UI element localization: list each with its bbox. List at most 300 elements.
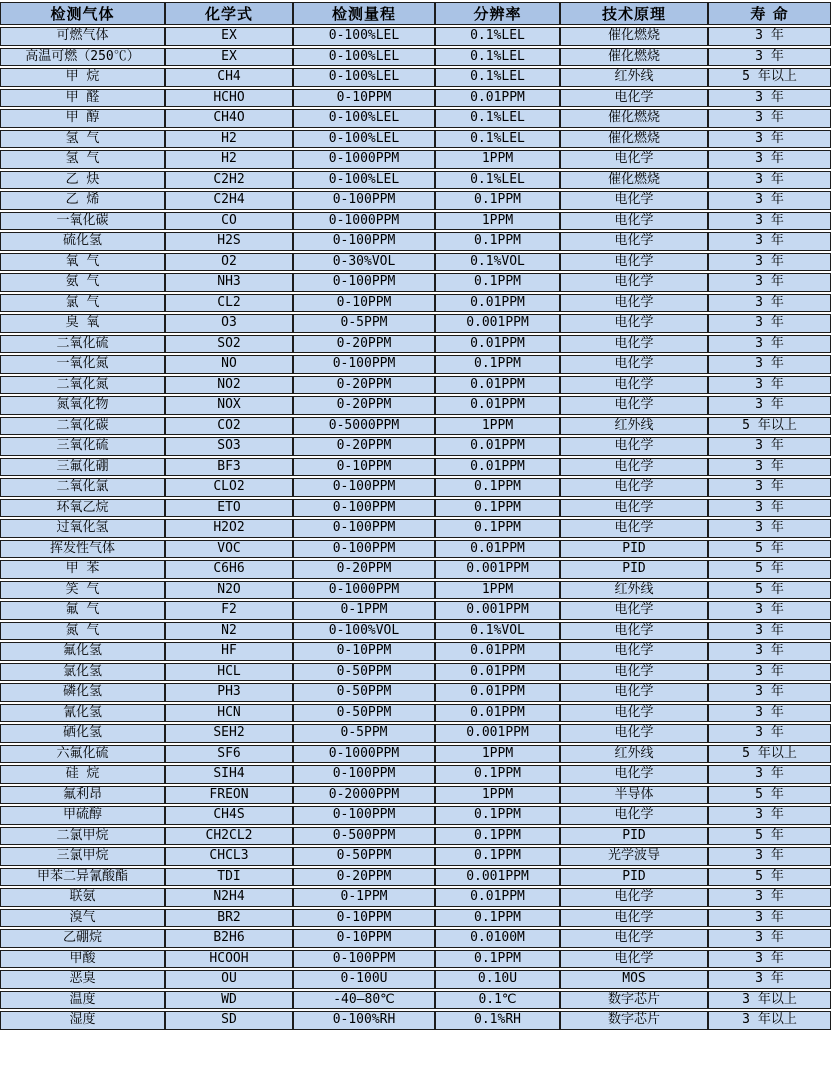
cell-principle: 电化学 (560, 355, 708, 374)
cell-gas: 氰化氢 (0, 704, 165, 723)
cell-formula: NO2 (165, 376, 293, 395)
cell-formula: CH4O (165, 109, 293, 128)
cell-principle: 电化学 (560, 396, 708, 415)
cell-lifespan: 3 年 (708, 970, 831, 989)
cell-gas: 氨 气 (0, 273, 165, 292)
cell-principle: 电化学 (560, 704, 708, 723)
cell-range: 0-100%LEL (293, 171, 435, 190)
cell-gas: 笑 气 (0, 581, 165, 600)
cell-gas: 三氧化硫 (0, 437, 165, 456)
cell-gas: 过氧化氢 (0, 519, 165, 538)
cell-gas: 二氯甲烷 (0, 827, 165, 846)
cell-lifespan: 3 年 (708, 191, 831, 210)
cell-principle: 催化燃烧 (560, 27, 708, 46)
cell-resolution: 0.1PPM (435, 950, 560, 969)
table-row (0, 991, 831, 1010)
cell-lifespan: 5 年以上 (708, 417, 831, 436)
cell-principle: PID (560, 560, 708, 579)
cell-principle: MOS (560, 970, 708, 989)
cell-range: 0-100%LEL (293, 48, 435, 67)
table-row (0, 89, 831, 108)
cell-formula: OU (165, 970, 293, 989)
cell-lifespan: 3 年 (708, 314, 831, 333)
cell-range: 0-20PPM (293, 396, 435, 415)
cell-resolution: 0.1%VOL (435, 253, 560, 272)
cell-principle: 电化学 (560, 499, 708, 518)
table-row (0, 663, 831, 682)
cell-gas: 甲 苯 (0, 560, 165, 579)
cell-resolution: 0.001PPM (435, 601, 560, 620)
cell-principle: 数字芯片 (560, 1011, 708, 1030)
cell-lifespan: 3 年 (708, 704, 831, 723)
cell-range: 0-1000PPM (293, 581, 435, 600)
cell-resolution: 1PPM (435, 786, 560, 805)
table-row (0, 888, 831, 907)
cell-range: 0-100PPM (293, 499, 435, 518)
cell-lifespan: 3 年 (708, 171, 831, 190)
cell-principle: 电化学 (560, 212, 708, 231)
table-row (0, 806, 831, 825)
cell-resolution: 0.0100M (435, 929, 560, 948)
cell-resolution: 0.001PPM (435, 314, 560, 333)
cell-resolution: 0.1PPM (435, 806, 560, 825)
cell-gas: 可燃气体 (0, 27, 165, 46)
cell-range: 0-1PPM (293, 601, 435, 620)
cell-resolution: 0.1PPM (435, 765, 560, 784)
cell-formula: F2 (165, 601, 293, 620)
cell-resolution: 0.01PPM (435, 89, 560, 108)
cell-principle: 电化学 (560, 642, 708, 661)
cell-principle: 电化学 (560, 150, 708, 169)
table-row (0, 109, 831, 128)
cell-gas: 氢 气 (0, 150, 165, 169)
cell-resolution: 1PPM (435, 417, 560, 436)
cell-gas: 甲酸 (0, 950, 165, 969)
cell-range: 0-10PPM (293, 642, 435, 661)
cell-principle: 电化学 (560, 376, 708, 395)
cell-gas: 乙硼烷 (0, 929, 165, 948)
cell-range: 0-100%LEL (293, 68, 435, 87)
cell-formula: SF6 (165, 745, 293, 764)
cell-principle: 电化学 (560, 519, 708, 538)
cell-lifespan: 3 年 (708, 806, 831, 825)
cell-range: 0-1PPM (293, 888, 435, 907)
cell-lifespan: 3 年以上 (708, 991, 831, 1010)
table-row (0, 683, 831, 702)
cell-formula: EX (165, 27, 293, 46)
cell-resolution: 0.1PPM (435, 499, 560, 518)
cell-formula: TDI (165, 868, 293, 887)
cell-formula: CO2 (165, 417, 293, 436)
cell-lifespan: 3 年 (708, 396, 831, 415)
cell-principle: 催化燃烧 (560, 130, 708, 149)
cell-lifespan: 5 年以上 (708, 745, 831, 764)
cell-formula: HCOOH (165, 950, 293, 969)
cell-principle: PID (560, 868, 708, 887)
cell-principle: 电化学 (560, 458, 708, 477)
cell-gas: 恶臭 (0, 970, 165, 989)
table-row (0, 622, 831, 641)
cell-principle: 数字芯片 (560, 991, 708, 1010)
cell-range: 0-20PPM (293, 868, 435, 887)
cell-range: 0-100PPM (293, 806, 435, 825)
cell-lifespan: 3 年 (708, 601, 831, 620)
cell-resolution: 0.01PPM (435, 376, 560, 395)
table-row (0, 601, 831, 620)
cell-lifespan: 5 年 (708, 581, 831, 600)
cell-range: 0-50PPM (293, 683, 435, 702)
cell-principle: 电化学 (560, 89, 708, 108)
table-row (0, 642, 831, 661)
cell-gas: 氟利昂 (0, 786, 165, 805)
cell-principle: PID (560, 540, 708, 559)
cell-resolution: 0.1%RH (435, 1011, 560, 1030)
cell-range: 0-20PPM (293, 560, 435, 579)
cell-principle: 电化学 (560, 437, 708, 456)
cell-range: 0-1000PPM (293, 745, 435, 764)
column-header-resolution: 分辨率 (435, 2, 560, 25)
cell-lifespan: 5 年 (708, 540, 831, 559)
cell-gas: 一氧化氮 (0, 355, 165, 374)
cell-resolution: 1PPM (435, 745, 560, 764)
cell-lifespan: 5 年 (708, 868, 831, 887)
cell-formula: B2H6 (165, 929, 293, 948)
cell-range: -40—80℃ (293, 991, 435, 1010)
cell-gas: 氯化氢 (0, 663, 165, 682)
cell-formula: N2O (165, 581, 293, 600)
cell-range: 0-5000PPM (293, 417, 435, 436)
cell-resolution: 0.1%LEL (435, 130, 560, 149)
cell-resolution: 0.1%LEL (435, 27, 560, 46)
cell-resolution: 0.01PPM (435, 704, 560, 723)
cell-formula: SIH4 (165, 765, 293, 784)
cell-formula: FREON (165, 786, 293, 805)
cell-range: 0-10PPM (293, 294, 435, 313)
cell-principle: 催化燃烧 (560, 48, 708, 67)
cell-lifespan: 3 年 (708, 458, 831, 477)
cell-formula: CO (165, 212, 293, 231)
cell-lifespan: 3 年 (708, 478, 831, 497)
table-row (0, 48, 831, 67)
cell-principle: 电化学 (560, 909, 708, 928)
cell-formula: CL2 (165, 294, 293, 313)
cell-resolution: 0.1%LEL (435, 68, 560, 87)
table-row (0, 130, 831, 149)
cell-resolution: 0.1%LEL (435, 109, 560, 128)
table-row (0, 294, 831, 313)
cell-resolution: 0.1PPM (435, 827, 560, 846)
cell-principle: 电化学 (560, 191, 708, 210)
cell-gas: 环氧乙烷 (0, 499, 165, 518)
cell-formula: H2S (165, 232, 293, 251)
table-row (0, 396, 831, 415)
cell-range: 0-10PPM (293, 458, 435, 477)
cell-principle: 电化学 (560, 294, 708, 313)
cell-resolution: 0.001PPM (435, 868, 560, 887)
cell-principle: 电化学 (560, 253, 708, 272)
cell-range: 0-10PPM (293, 89, 435, 108)
cell-range: 0-20PPM (293, 376, 435, 395)
cell-gas: 硫化氢 (0, 232, 165, 251)
cell-principle: 电化学 (560, 273, 708, 292)
column-header-principle: 技术原理 (560, 2, 708, 25)
cell-formula: SO2 (165, 335, 293, 354)
cell-formula: O2 (165, 253, 293, 272)
cell-lifespan: 3 年 (708, 929, 831, 948)
cell-formula: BR2 (165, 909, 293, 928)
cell-formula: SD (165, 1011, 293, 1030)
table-row (0, 724, 831, 743)
table-body (0, 27, 831, 1030)
cell-gas: 乙 烯 (0, 191, 165, 210)
cell-formula: H2 (165, 150, 293, 169)
cell-resolution: 0.01PPM (435, 540, 560, 559)
cell-lifespan: 3 年 (708, 847, 831, 866)
cell-resolution: 0.01PPM (435, 663, 560, 682)
cell-range: 0-100%LEL (293, 27, 435, 46)
cell-formula: BF3 (165, 458, 293, 477)
table-row (0, 212, 831, 231)
cell-formula: H2 (165, 130, 293, 149)
table-row (0, 335, 831, 354)
cell-range: 0-100PPM (293, 273, 435, 292)
cell-lifespan: 5 年 (708, 560, 831, 579)
cell-range: 0-1000PPM (293, 150, 435, 169)
cell-principle: 电化学 (560, 683, 708, 702)
cell-gas: 三氯甲烷 (0, 847, 165, 866)
cell-range: 0-500PPM (293, 827, 435, 846)
cell-range: 0-100PPM (293, 478, 435, 497)
cell-range: 0-100PPM (293, 232, 435, 251)
cell-resolution: 0.1℃ (435, 991, 560, 1010)
cell-gas: 二氧化硫 (0, 335, 165, 354)
cell-range: 0-100PPM (293, 950, 435, 969)
cell-range: 0-20PPM (293, 437, 435, 456)
cell-principle: 红外线 (560, 581, 708, 600)
cell-range: 0-50PPM (293, 847, 435, 866)
cell-resolution: 0.01PPM (435, 683, 560, 702)
cell-resolution: 0.1PPM (435, 909, 560, 928)
cell-principle: 电化学 (560, 622, 708, 641)
cell-gas: 甲 烷 (0, 68, 165, 87)
cell-lifespan: 3 年 (708, 663, 831, 682)
cell-resolution: 0.01PPM (435, 396, 560, 415)
cell-gas: 挥发性气体 (0, 540, 165, 559)
table-row (0, 232, 831, 251)
cell-formula: C2H4 (165, 191, 293, 210)
cell-range: 0-100%LEL (293, 130, 435, 149)
table-row (0, 171, 831, 190)
cell-principle: 催化燃烧 (560, 109, 708, 128)
table-row (0, 499, 831, 518)
cell-resolution: 0.01PPM (435, 294, 560, 313)
table-row (0, 458, 831, 477)
table-row (0, 191, 831, 210)
cell-lifespan: 3 年 (708, 48, 831, 67)
cell-gas: 硒化氢 (0, 724, 165, 743)
cell-range: 0-100PPM (293, 540, 435, 559)
cell-principle: 电化学 (560, 314, 708, 333)
table-row (0, 786, 831, 805)
table-row (0, 478, 831, 497)
cell-range: 0-100PPM (293, 765, 435, 784)
cell-formula: NO (165, 355, 293, 374)
table-row (0, 950, 831, 969)
cell-resolution: 0.1PPM (435, 478, 560, 497)
cell-lifespan: 3 年 (708, 950, 831, 969)
cell-formula: HCL (165, 663, 293, 682)
cell-range: 0-100PPM (293, 191, 435, 210)
cell-principle: 光学波导 (560, 847, 708, 866)
cell-gas: 臭 氧 (0, 314, 165, 333)
table-row (0, 273, 831, 292)
cell-lifespan: 3 年 (708, 437, 831, 456)
cell-range: 0-10PPM (293, 909, 435, 928)
cell-formula: CHCL3 (165, 847, 293, 866)
cell-lifespan: 3 年 (708, 89, 831, 108)
table-row (0, 970, 831, 989)
cell-principle: 催化燃烧 (560, 171, 708, 190)
cell-formula: HCN (165, 704, 293, 723)
cell-formula: SO3 (165, 437, 293, 456)
column-header-formula: 化学式 (165, 2, 293, 25)
cell-lifespan: 3 年以上 (708, 1011, 831, 1030)
cell-lifespan: 3 年 (708, 294, 831, 313)
cell-principle: 半导体 (560, 786, 708, 805)
cell-principle: 红外线 (560, 745, 708, 764)
cell-lifespan: 3 年 (708, 519, 831, 538)
cell-gas: 甲 醛 (0, 89, 165, 108)
cell-formula: NH3 (165, 273, 293, 292)
cell-resolution: 0.1PPM (435, 191, 560, 210)
column-header-gas: 检测气体 (0, 2, 165, 25)
cell-lifespan: 3 年 (708, 642, 831, 661)
table-row (0, 376, 831, 395)
cell-resolution: 0.01PPM (435, 642, 560, 661)
cell-lifespan: 3 年 (708, 212, 831, 231)
cell-resolution: 0.001PPM (435, 724, 560, 743)
cell-lifespan: 3 年 (708, 253, 831, 272)
cell-formula: C6H6 (165, 560, 293, 579)
cell-lifespan: 3 年 (708, 622, 831, 641)
cell-lifespan: 3 年 (708, 273, 831, 292)
cell-gas: 甲硫醇 (0, 806, 165, 825)
cell-lifespan: 5 年 (708, 786, 831, 805)
cell-formula: CH4S (165, 806, 293, 825)
cell-formula: CH4 (165, 68, 293, 87)
cell-range: 0-2000PPM (293, 786, 435, 805)
cell-gas: 一氧化碳 (0, 212, 165, 231)
cell-resolution: 0.01PPM (435, 437, 560, 456)
table-row (0, 1011, 831, 1030)
cell-lifespan: 3 年 (708, 27, 831, 46)
cell-gas: 甲苯二异氰酸酯 (0, 868, 165, 887)
cell-gas: 氟化氢 (0, 642, 165, 661)
cell-gas: 二氧化氮 (0, 376, 165, 395)
cell-gas: 乙 炔 (0, 171, 165, 190)
cell-range: 0-10PPM (293, 929, 435, 948)
cell-lifespan: 3 年 (708, 683, 831, 702)
cell-formula: O3 (165, 314, 293, 333)
cell-formula: VOC (165, 540, 293, 559)
cell-range: 0-100%RH (293, 1011, 435, 1030)
cell-gas: 硅 烷 (0, 765, 165, 784)
cell-range: 0-1000PPM (293, 212, 435, 231)
cell-resolution: 0.01PPM (435, 335, 560, 354)
cell-principle: 电化学 (560, 950, 708, 969)
cell-lifespan: 3 年 (708, 765, 831, 784)
cell-principle: PID (560, 827, 708, 846)
table-row (0, 868, 831, 887)
cell-gas: 氮 气 (0, 622, 165, 641)
cell-gas: 氧 气 (0, 253, 165, 272)
cell-lifespan: 3 年 (708, 724, 831, 743)
table-row (0, 540, 831, 559)
cell-range: 0-20PPM (293, 335, 435, 354)
cell-range: 0-5PPM (293, 314, 435, 333)
cell-gas: 甲 醇 (0, 109, 165, 128)
cell-gas: 氮氧化物 (0, 396, 165, 415)
cell-lifespan: 3 年 (708, 150, 831, 169)
cell-range: 0-30%VOL (293, 253, 435, 272)
table-row (0, 745, 831, 764)
cell-gas: 高温可燃（250℃） (0, 48, 165, 67)
cell-principle: 电化学 (560, 929, 708, 948)
cell-principle: 电化学 (560, 232, 708, 251)
cell-resolution: 0.1%VOL (435, 622, 560, 641)
cell-principle: 电化学 (560, 888, 708, 907)
table-row (0, 27, 831, 46)
cell-formula: H2O2 (165, 519, 293, 538)
cell-formula: EX (165, 48, 293, 67)
cell-formula: CH2CL2 (165, 827, 293, 846)
cell-range: 0-5PPM (293, 724, 435, 743)
table-row (0, 827, 831, 846)
table-row (0, 437, 831, 456)
cell-formula: NOX (165, 396, 293, 415)
cell-resolution: 0.1PPM (435, 273, 560, 292)
cell-gas: 磷化氢 (0, 683, 165, 702)
cell-formula: HCHO (165, 89, 293, 108)
cell-gas: 三氟化硼 (0, 458, 165, 477)
cell-principle: 电化学 (560, 806, 708, 825)
table-row (0, 68, 831, 87)
cell-lifespan: 3 年 (708, 232, 831, 251)
table-row (0, 150, 831, 169)
cell-gas: 溴气 (0, 909, 165, 928)
cell-gas: 湿度 (0, 1011, 165, 1030)
cell-gas: 联氨 (0, 888, 165, 907)
cell-formula: PH3 (165, 683, 293, 702)
cell-resolution: 0.1%LEL (435, 171, 560, 190)
cell-resolution: 1PPM (435, 581, 560, 600)
table-row (0, 847, 831, 866)
cell-resolution: 0.1PPM (435, 847, 560, 866)
cell-resolution: 0.1PPM (435, 519, 560, 538)
cell-principle: 红外线 (560, 68, 708, 87)
cell-formula: WD (165, 991, 293, 1010)
cell-lifespan: 5 年 (708, 827, 831, 846)
cell-gas: 温度 (0, 991, 165, 1010)
cell-range: 0-50PPM (293, 663, 435, 682)
cell-gas: 二氧化碳 (0, 417, 165, 436)
cell-lifespan: 5 年以上 (708, 68, 831, 87)
cell-formula: N2H4 (165, 888, 293, 907)
table-row (0, 355, 831, 374)
cell-range: 0-100PPM (293, 355, 435, 374)
cell-gas: 六氟化硫 (0, 745, 165, 764)
cell-resolution: 0.01PPM (435, 888, 560, 907)
